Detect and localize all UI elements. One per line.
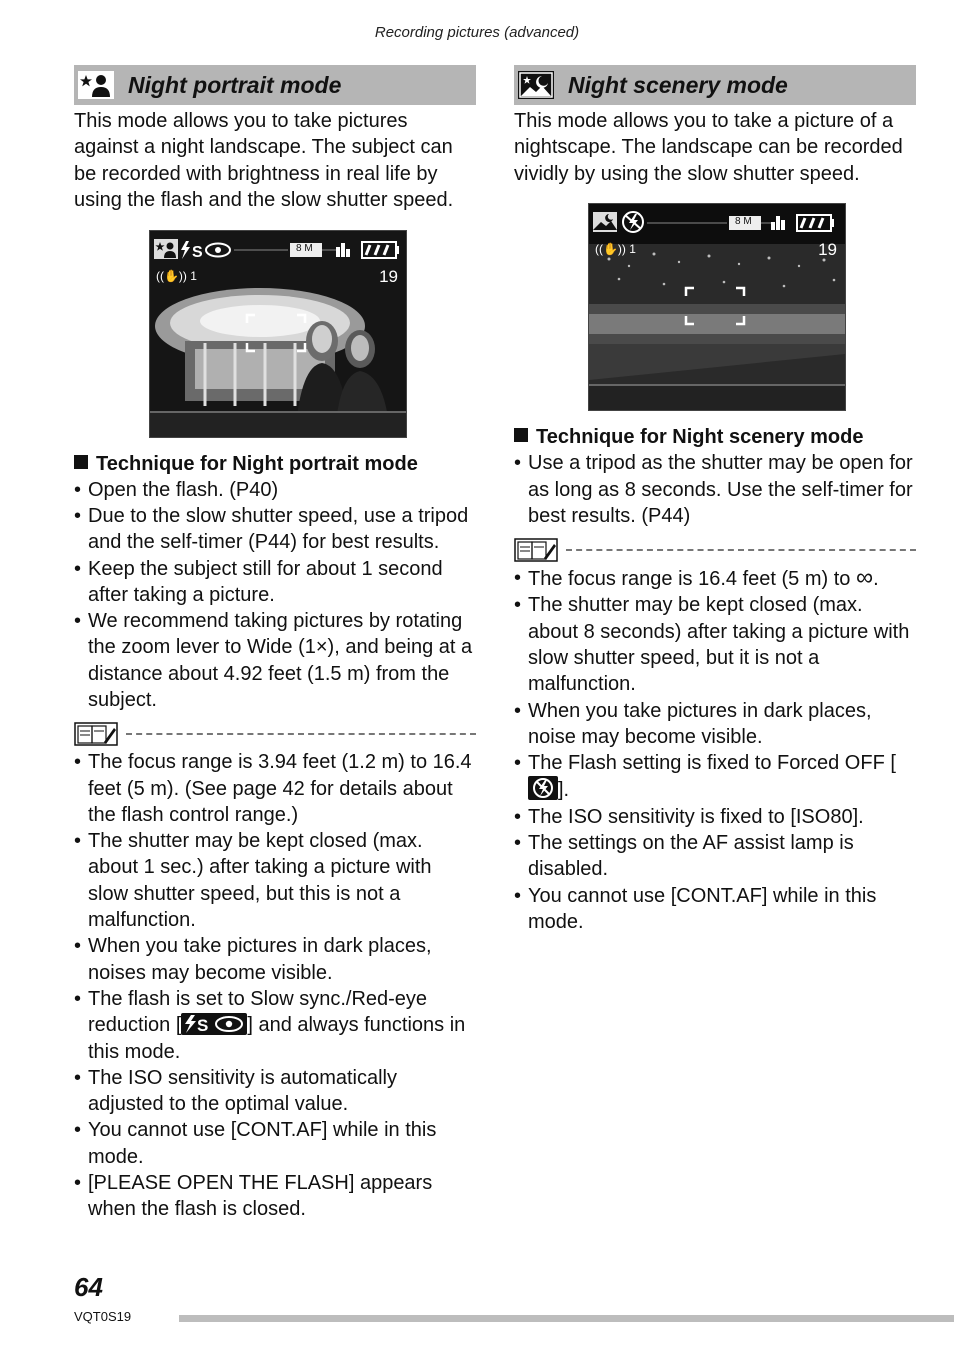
list-item: • The focus range is 16.4 feet (5 m) to ∞. xyxy=(514,565,916,592)
list-item: • Open the flash. (P40) xyxy=(74,477,476,503)
lcd-status-bar xyxy=(150,237,406,263)
section-banner xyxy=(74,65,476,105)
slow-sync-red-eye-icon xyxy=(181,1013,247,1035)
remaining-shots: 19 xyxy=(379,266,398,286)
page-number: 64 xyxy=(74,1272,103,1302)
notes-list xyxy=(74,749,476,1222)
lcd-preview-night-scenery xyxy=(588,203,846,411)
night-scenery-icon xyxy=(518,70,554,100)
list-item: • The shutter may be kept closed (max. about 8 seconds) after taking a picture with slow shutter speed, but it is not a malfunction. xyxy=(514,592,916,697)
picture-size-label: 8 M xyxy=(296,242,313,254)
night-portrait-section xyxy=(74,65,476,1223)
document-code: VQT0S19 xyxy=(74,1309,132,1324)
list-item: • The flash is set to Slow sync./Red-eye reduction [ S ] and always functions in this mode. xyxy=(74,986,476,1065)
svg-text:S: S xyxy=(197,1016,209,1036)
picture-size-label: 8 M xyxy=(735,216,752,228)
lcd-preview-night-portrait xyxy=(149,230,407,438)
stabilizer-indicator: ((✋)) 1 xyxy=(595,242,636,257)
list-item: • We recommend taking pictures by rotating the zoom lever to Wide (1×), and being at a distance about 4.92 feet (1.5 m) from the subject. xyxy=(74,608,476,713)
list-item: • You cannot use [CONT.AF] while in this mode. xyxy=(514,883,916,936)
technique-list xyxy=(514,450,916,529)
lcd-status-bar xyxy=(589,210,845,236)
list-item: • Use a tripod as the shutter may be open for as long as 8 seconds. Use the self-timer for best results. (P44) xyxy=(514,450,916,529)
notes-list xyxy=(514,565,916,935)
section-banner xyxy=(514,65,916,105)
svg-text:S: S xyxy=(192,243,203,261)
note-icon xyxy=(514,538,558,562)
list-item: • The focus range is 3.94 feet (1.2 m) to 16.4 feet (5 m). (See page 42 for details about the flash control range.) xyxy=(74,749,476,828)
stabilizer-indicator: ((✋)) 1 xyxy=(156,268,197,283)
list-item: • You cannot use [CONT.AF] while in this mode. xyxy=(74,1117,476,1170)
technique-list xyxy=(74,477,476,714)
section-title: Night scenery mode xyxy=(568,71,788,98)
night-scenery-section xyxy=(514,65,916,935)
list-item: • [PLEASE OPEN THE FLASH] appears when the flash is closed. xyxy=(74,1170,476,1223)
section-intro: This mode allows you to take a picture of a nightscape. The landscape can be recorded vividly by using the slow shutter speed. xyxy=(514,110,903,185)
lcd-bottom-bar xyxy=(589,384,845,410)
list-item: • Due to the slow shutter speed, use a tripod and the self-timer (P44) for best results. xyxy=(74,503,476,556)
technique-heading: Technique for Night portrait mode xyxy=(74,451,476,477)
note-divider xyxy=(74,719,476,749)
list-item: • When you take pictures in dark places, noise may become visible. xyxy=(514,698,916,751)
remaining-shots: 19 xyxy=(818,240,837,260)
running-header: Recording pictures (advanced) xyxy=(374,24,580,41)
section-intro: This mode allows you to take pictures against a night landscape. The subject can be recorded with brightness in real life by using the flash and the slow shutter speed. xyxy=(74,110,454,212)
flash-off-icon xyxy=(528,776,558,800)
note-icon xyxy=(74,722,118,746)
section-title: Night portrait mode xyxy=(128,71,342,98)
list-item: • The shutter may be kept closed (max. about 1 sec.) after taking a picture with slow shutter speed, but this is not a malfunction. xyxy=(74,828,476,933)
list-item: • The ISO sensitivity is automatically adjusted to the optimal value. xyxy=(74,1065,476,1118)
technique-heading: Technique for Night scenery mode xyxy=(514,424,916,450)
lcd-bottom-bar xyxy=(150,411,406,437)
list-item: • When you take pictures in dark places, noises may become visible. xyxy=(74,933,476,986)
list-item: • The settings on the AF assist lamp is disabled. xyxy=(514,830,916,883)
list-item: • Keep the subject still for about 1 second after taking a picture. xyxy=(74,556,476,609)
note-divider xyxy=(514,535,916,565)
night-portrait-icon xyxy=(78,70,114,100)
infinity-symbol: ∞ xyxy=(855,564,874,592)
footer-rule xyxy=(179,1315,954,1322)
list-item: • The Flash setting is fixed to Forced OFF []. xyxy=(514,750,916,804)
list-item: • The ISO sensitivity is fixed to [ISO80]. xyxy=(514,804,916,830)
